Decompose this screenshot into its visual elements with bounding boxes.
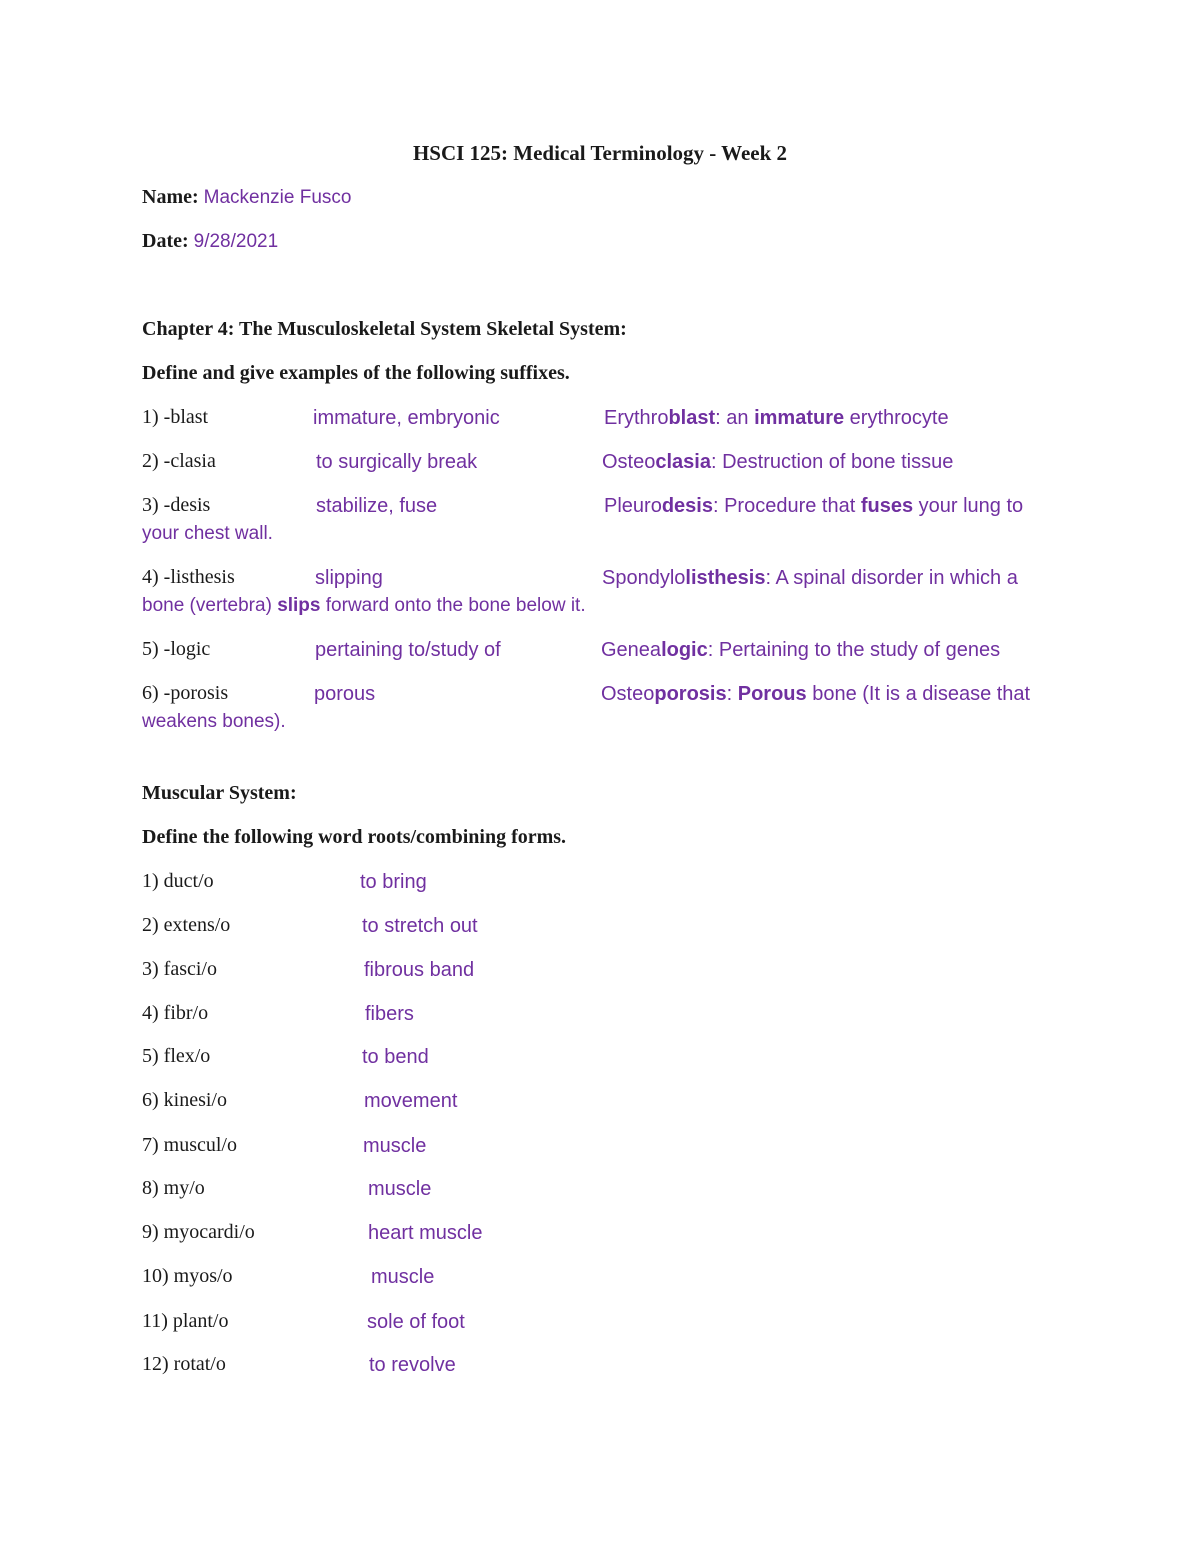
root-term: 3) fasci/o — [142, 958, 217, 980]
root-term: 11) plant/o — [142, 1310, 229, 1332]
name-value: Mackenzie Fusco — [203, 187, 352, 208]
suffix-definition: stabilize, fuse — [316, 495, 438, 517]
suffix-example: Spondylolisthesis: A spinal disorder in which a — [602, 567, 1018, 589]
suffix-example-continued: your chest wall. — [142, 523, 273, 544]
suffix-definition: immature, embryonic — [313, 407, 500, 429]
root-term: 9) myocardi/o — [142, 1221, 255, 1243]
root-definition: to bend — [362, 1046, 429, 1068]
suffix-example: Pleurodesis: Procedure that fuses your lung to — [604, 495, 1024, 517]
muscular-heading: Muscular System: — [142, 782, 297, 804]
suffix-example: Osteoclasia: Destruction of bone tissue — [602, 451, 954, 473]
root-definition: muscle — [368, 1178, 432, 1200]
root-definition: muscle — [363, 1135, 427, 1157]
root-term: 12) rotat/o — [142, 1353, 226, 1375]
name-label: Name: — [142, 186, 199, 208]
root-term: 4) fibr/o — [142, 1002, 209, 1024]
date-label: Date: — [142, 230, 189, 252]
suffix-example-continued: bone (vertebra) slips forward onto the bone below it. — [142, 595, 586, 616]
date-value: 9/28/2021 — [193, 231, 279, 252]
suffix-term: 3) -desis — [142, 494, 211, 516]
suffix-example: Erythroblast: an immature erythrocyte — [604, 407, 949, 429]
suffix-definition: to surgically break — [316, 451, 478, 473]
suffix-term: 2) -clasia — [142, 450, 216, 472]
document-title: HSCI 125: Medical Terminology - Week 2 — [412, 141, 788, 165]
root-definition: fibrous band — [364, 959, 475, 981]
suffix-term: 5) -logic — [142, 638, 211, 660]
root-definition: movement — [364, 1090, 458, 1112]
suffix-definition: slipping — [315, 567, 383, 589]
suffix-example: Genealogic: Pertaining to the study of genes — [601, 639, 1001, 661]
root-term: 2) extens/o — [142, 914, 231, 936]
root-term: 8) my/o — [142, 1177, 205, 1199]
root-definition: to revolve — [369, 1354, 456, 1376]
root-definition: to stretch out — [362, 915, 478, 937]
suffix-example-continued: weakens bones). — [142, 711, 286, 732]
suffix-instruction: Define and give examples of the following suffixes. — [142, 362, 570, 384]
root-term: 6) kinesi/o — [142, 1089, 227, 1111]
root-term: 7) muscul/o — [142, 1134, 237, 1156]
suffix-definition: pertaining to/study of — [315, 639, 501, 661]
suffix-term: 6) -porosis — [142, 682, 229, 704]
roots-instruction: Define the following word roots/combining forms. — [142, 826, 567, 848]
root-definition: to bring — [360, 871, 427, 893]
root-term: 1) duct/o — [142, 870, 214, 892]
root-definition: fibers — [365, 1003, 414, 1025]
root-definition: muscle — [371, 1266, 435, 1288]
name-line — [142, 186, 351, 209]
suffix-term: 1) -blast — [142, 406, 209, 428]
date-line — [142, 230, 278, 253]
root-definition: sole of foot — [367, 1311, 465, 1333]
suffix-definition: porous — [314, 683, 376, 705]
suffix-example: Osteoporosis: Porous bone (It is a disease that — [601, 683, 1031, 705]
root-definition: heart muscle — [368, 1222, 483, 1244]
root-term: 5) flex/o — [142, 1045, 211, 1067]
root-term: 10) myos/o — [142, 1265, 233, 1287]
suffix-term: 4) -listhesis — [142, 566, 235, 588]
chapter-heading: Chapter 4: The Musculoskeletal System Skeletal System: — [142, 318, 627, 340]
